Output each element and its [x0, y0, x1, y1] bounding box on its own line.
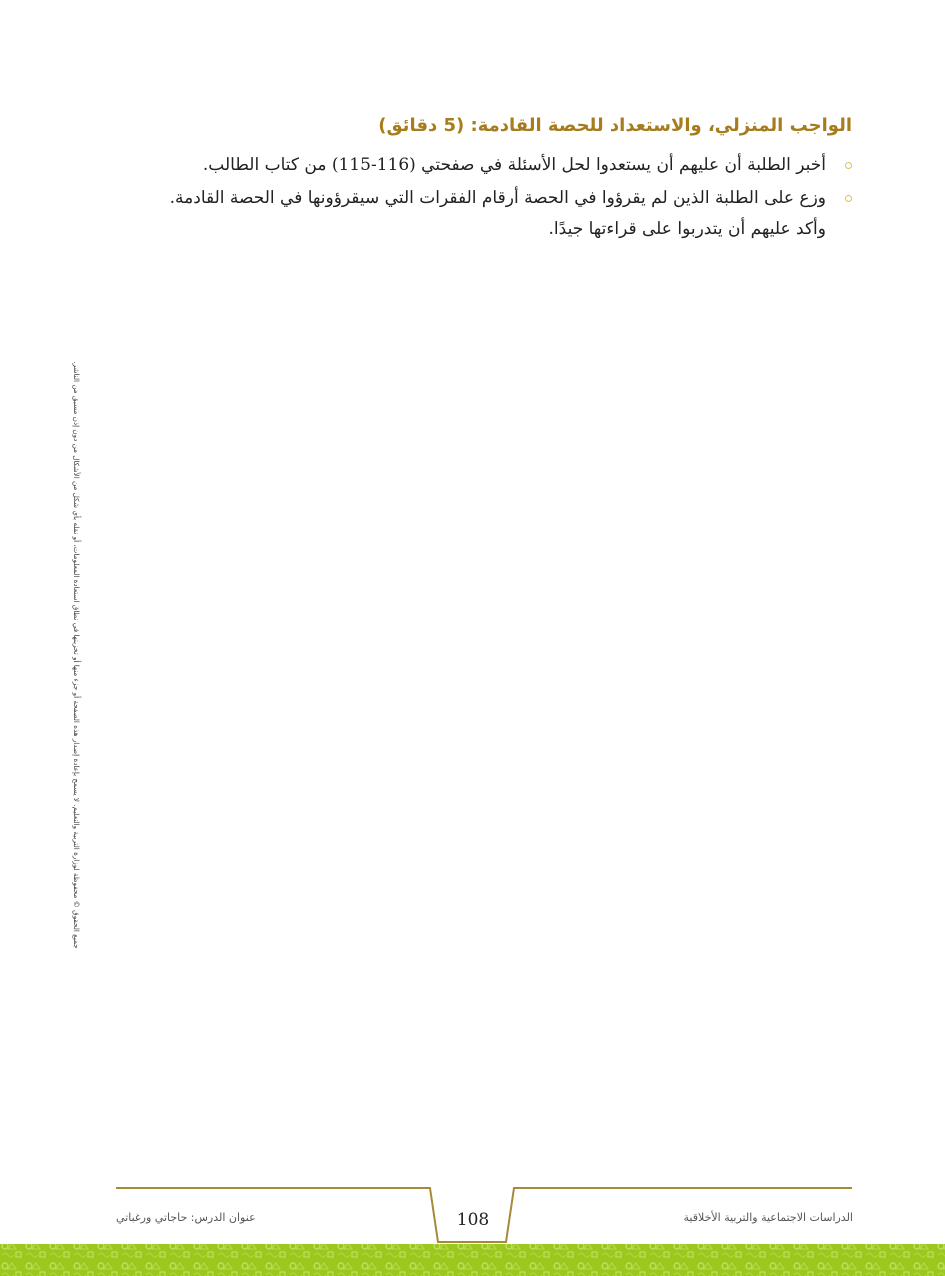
footer-band — [0, 1244, 945, 1276]
page-number: 108 — [456, 1210, 490, 1230]
list-item-text: وزع على الطلبة الذين لم يقرؤوا في الحصة أرقام الفقرات التي سيقرؤونها في الحصة القادمة. — [169, 188, 826, 208]
circle-bullet-icon — [845, 162, 852, 169]
list-item-text: أخبر الطلبة أن عليهم أن يستعدوا لحل الأسئلة في صفحتي (116-115) من كتاب الطالب. — [202, 155, 826, 175]
copyright-sidebar — [71, 300, 81, 1010]
list-item — [92, 183, 852, 245]
copyright-notice: جميع الحقوق © محفوظة لوزارة التربية والتعليم. لا يسمح بإعادة إصدار هذه الصفحة أو جزء منها أو تخزينها في نطاق استعادة المعلومات، أو نقله بأي شكل من الأشكال من دون إذن مسبق من الناشر. — [72, 361, 81, 949]
instruction-list — [92, 150, 852, 247]
list-item-text: وأكد عليهم أن يتدربوا على قراءتها جيدًا. — [548, 219, 826, 239]
section-heading: الواجب المنزلي، والاستعداد للحصة القادمة: (5 دقائق) — [378, 115, 852, 136]
list-item — [92, 150, 852, 181]
circle-bullet-icon — [845, 195, 852, 202]
book-title: الدراسات الاجتماعية والتربية الأخلاقية — [683, 1211, 853, 1224]
lesson-title: عنوان الدرس: حاجاتي ورغباتي — [116, 1211, 256, 1224]
